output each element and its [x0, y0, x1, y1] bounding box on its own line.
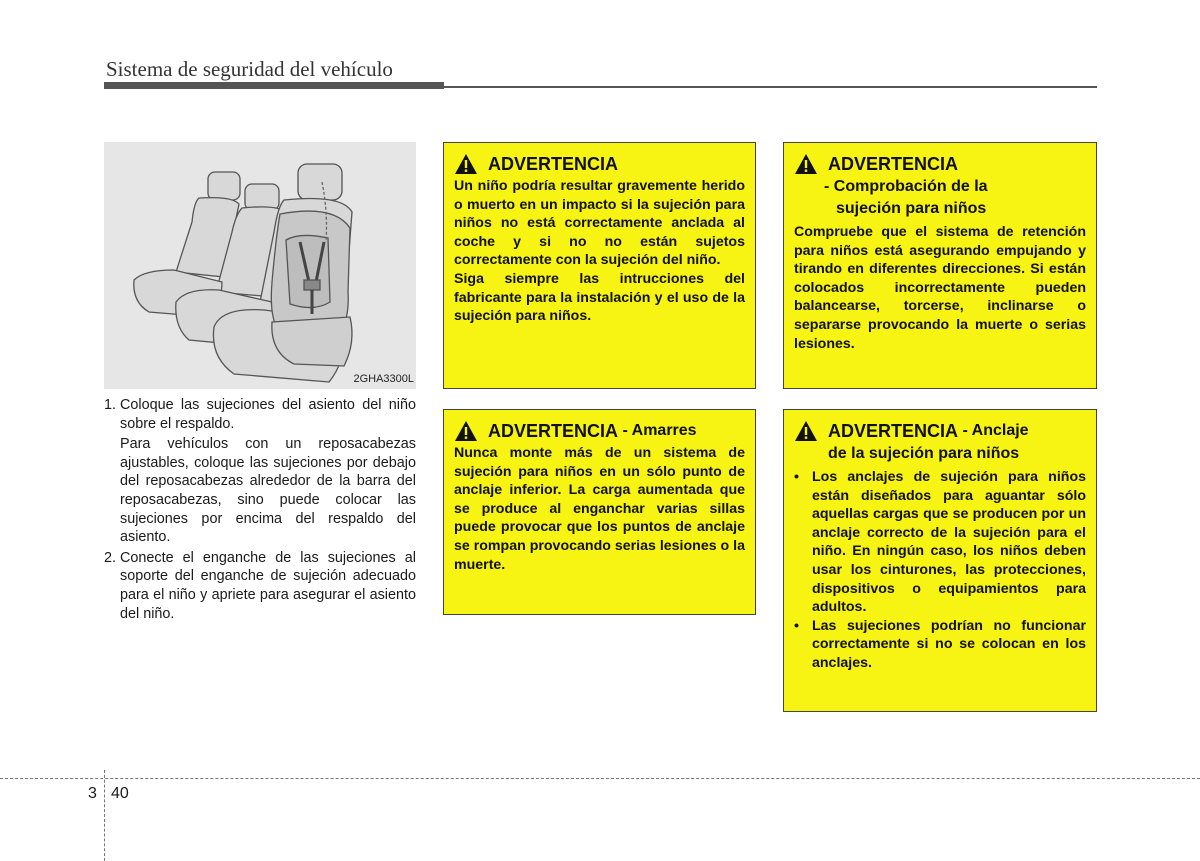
instruction-steps — [104, 396, 416, 625]
chapter-number: 3 — [88, 785, 97, 802]
warning-subtitle: - Comprobación de la — [824, 178, 988, 195]
warning-title: ADVERTENCIA - Amarres — [454, 420, 745, 442]
list-item — [104, 549, 416, 623]
warning-triangle-icon — [454, 420, 478, 442]
warning-box-tethers — [443, 409, 756, 615]
page-number: 40 — [111, 785, 129, 802]
warning-box-anchors — [783, 409, 1097, 712]
step-number: 1. — [104, 397, 117, 413]
warning-text: Nunca monte más de un sistema de sujeción para niños en un sólo punto de anclaje inferior. La carga aumentada que se produce al enganchar varias sillas puede provocar que los puntos de anclaje se rompan provocando serias lesiones o la muerte. — [454, 445, 745, 573]
list-item: • Los anclajes de sujeción para niños están diseñados para aguantar sólo aquellas cargas que se producen por un anclaje correcto de la sujeción para el niño. En ningún caso, los niños deben usar los cinturones, las protecciones, dispositivos o equipamientos para adultos. — [794, 469, 1086, 616]
warning-triangle-icon — [794, 153, 818, 175]
step-text: Conecte el enganche de las sujeciones al soporte del enganche de sujeción adecuado para el niño y apriete para asegurar el asiento del niño. — [120, 549, 416, 622]
warning-text: Un niño podría resultar gravemente herido o muerto en un impacto si la sujeción para niños no está correctamente anclada al coche y si no no están sujetos correctamente con la sujeción del niño. — [454, 178, 745, 269]
warning-subtitle: de la sujeción para niños — [828, 445, 1020, 462]
warning-text: Los anclajes de sujeción para niños están diseñados para aguantar sólo aquellas cargas que se producen por un anclaje correcto de la sujeción para el niño. En ningún caso, los niños deben usar los cinturones, las protecciones, dispositivos o equipamientos para adultos. — [812, 469, 1086, 616]
child-seat-illustration-icon — [104, 142, 416, 389]
child-seat-figure — [104, 142, 416, 389]
warning-title: ADVERTENCIA - Anclaje — [794, 420, 1086, 442]
header-rule-thin — [444, 86, 1097, 88]
step-number: 2. — [104, 549, 117, 566]
warning-box-general — [443, 142, 756, 389]
warning-text: Compruebe que el sistema de retención para niños está asegurando empujando y tirando en diferentes direcciones. Si están colocados incorrectamente pueden balancearse, torcerse, inclinarse o separarse provocando la muerte o serias lesiones. — [794, 224, 1086, 352]
warning-title: ADVERTENCIA — [794, 153, 1086, 175]
warning-box-check-restraint — [783, 142, 1097, 389]
warning-title: ADVERTENCIA — [454, 153, 745, 175]
footer-vertical-divider — [104, 770, 105, 861]
figure-caption: 2GHA3300L — [353, 373, 414, 385]
list-item — [104, 396, 416, 547]
page-header-title: Sistema de seguridad del vehículo — [106, 57, 393, 81]
warning-text: Las sujeciones podrían no funcionar correctamente si no se colocan en los anclajes. — [812, 617, 1086, 671]
warning-triangle-icon — [454, 153, 478, 175]
warning-triangle-icon — [794, 420, 818, 442]
warning-tag: - Amarres — [618, 422, 697, 439]
footer-divider — [0, 778, 1200, 779]
warning-subtitle: sujeción para niños — [836, 200, 987, 217]
step-text: Coloque las sujeciones del asiento del niño sobre el respaldo. — [120, 397, 416, 432]
header-rule-thick — [104, 82, 444, 89]
step-text: Para vehículos con un reposacabezas ajustables, coloque las sujeciones por debajo del reposacabezas alrededor de la barra del reposacabezas, sino puede colocar las sujeciones por encima del respaldo del asiento. — [120, 436, 416, 546]
warning-text: Siga siempre las intrucciones del fabricante para la instalación y el uso de la sujeción para niños. — [454, 270, 745, 325]
list-item: • Las sujeciones podrían no funcionar correctamente si no se colocan en los anclajes. — [794, 617, 1086, 671]
warning-tag: - Anclaje — [958, 422, 1029, 439]
